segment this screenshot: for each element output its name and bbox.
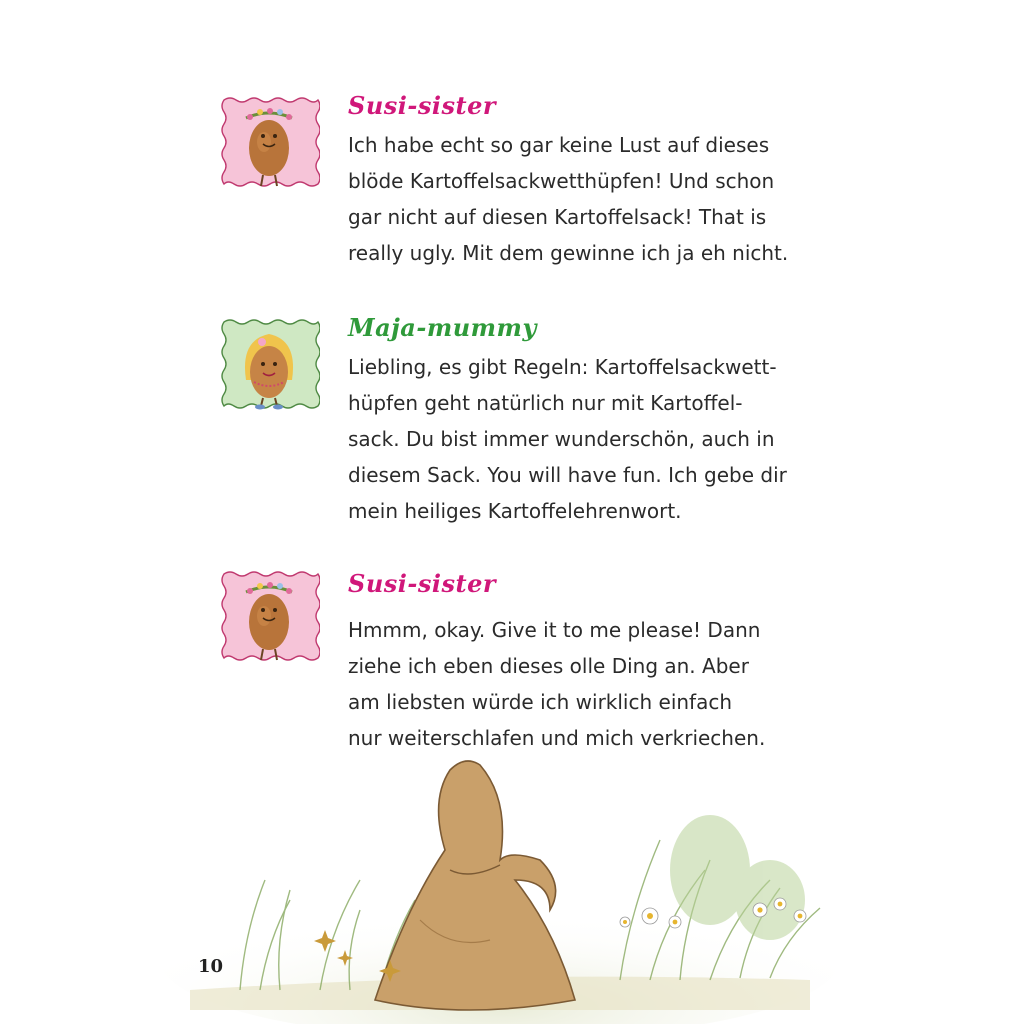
dialogue-line: am liebsten würde ich wirklich einfach xyxy=(348,690,733,714)
speaker-name: Susi-sister xyxy=(348,91,497,120)
dialogue-line: ziehe ich eben dieses olle Ding an. Aber xyxy=(348,654,749,678)
dialogue-line: blöde Kartoffelsackwetthüpfen! Und schon xyxy=(348,169,775,193)
dialogue-line: diesem Sack. You will have fun. Ich gebe dir xyxy=(348,463,787,487)
dialogue-line: gar nicht auf diesen Kartoffelsack! That is xyxy=(348,205,767,229)
dialogue-line: really ugly. Mit dem gewinne ich ja eh nicht. xyxy=(348,241,789,265)
dialogue-line: sack. Du bist immer wunderschön, auch in xyxy=(348,427,775,451)
dialogue-line: nur weiterschlafen und mich verkriechen. xyxy=(348,726,766,750)
susi-avatar xyxy=(218,96,320,192)
speaker-name: Susi-sister xyxy=(348,569,497,598)
dialogue-line: mein heiliges Kartoffelehrenwort. xyxy=(348,499,682,523)
dialogue-line: hüpfen geht natürlich nur mit Kartoffel- xyxy=(348,391,743,415)
potato-sack-illustration xyxy=(150,750,850,1024)
dialogue-line: Liebling, es gibt Regeln: Kartoffelsackwett- xyxy=(348,355,777,379)
page-number: 10 xyxy=(198,956,224,977)
dialogue-line: Hmmm, okay. Give it to me please! Dann xyxy=(348,618,761,642)
speaker-name: Maja-mummy xyxy=(348,313,537,342)
maja-potato-icon xyxy=(218,318,320,414)
dialogue-line: Ich habe echt so gar keine Lust auf dieses xyxy=(348,133,770,157)
susi-potato-icon xyxy=(218,570,320,666)
susi-potato-icon xyxy=(218,96,320,192)
susi-avatar xyxy=(218,570,320,666)
maja-avatar xyxy=(218,318,320,414)
